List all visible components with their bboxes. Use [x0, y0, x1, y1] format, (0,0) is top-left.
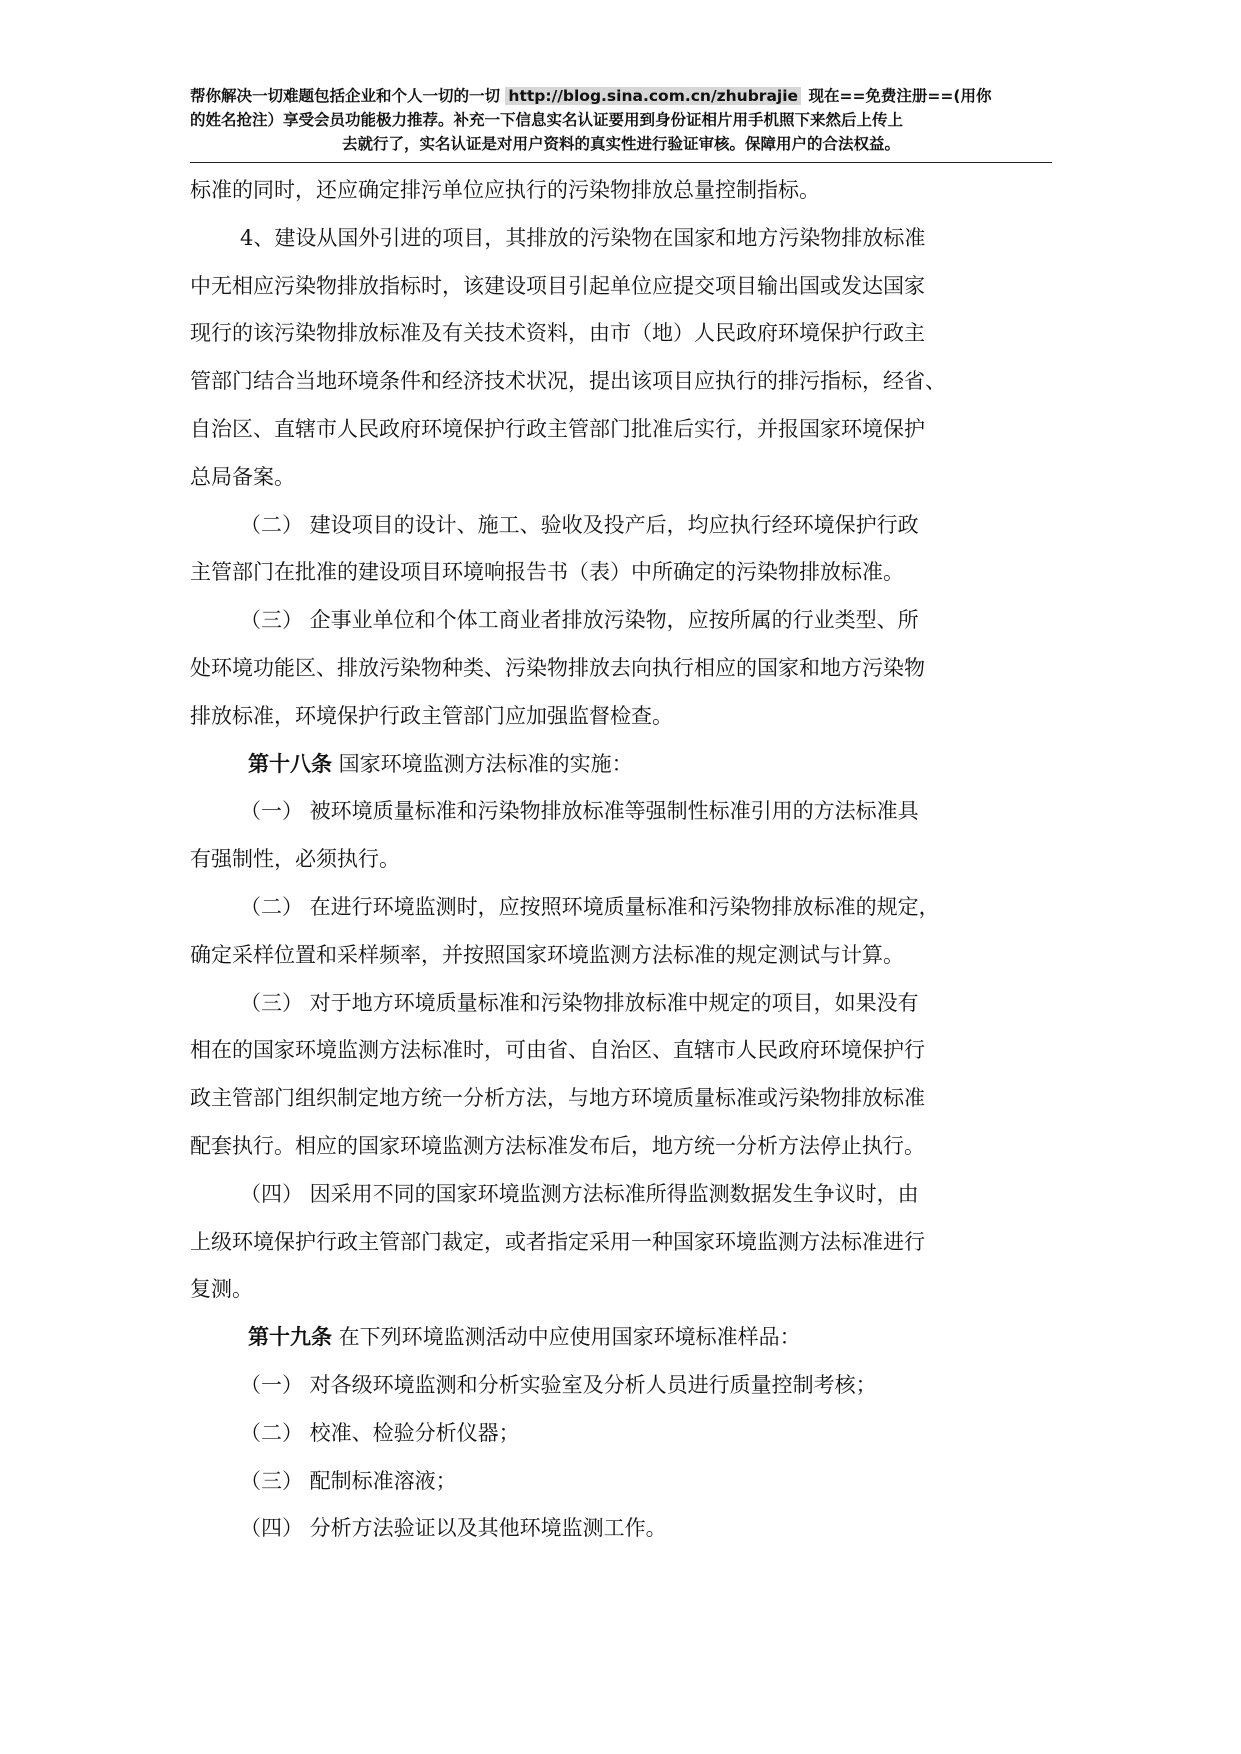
line-text: 自治区、直辖市人民政府环境保护行政主管部门批准后实行，并报国家环境保护 — [190, 417, 925, 441]
header-divider — [190, 162, 1052, 163]
article-heading: 第十八条 — [248, 750, 332, 776]
text-line — [190, 1131, 925, 1161]
line-text: （二） 校准、检验分析仪器； — [240, 1420, 520, 1445]
text-line — [240, 223, 925, 253]
text-line — [240, 1513, 667, 1543]
line-text: 主管部门在批准的建设项目环境响报告书（表）中所确定的污染物排放标准。 — [190, 560, 904, 585]
line-text: （二） 在进行环境监测时，应按照环境质量标准和污染物排放标准的规定， — [240, 895, 940, 919]
text-line — [240, 605, 919, 635]
text-line — [248, 1322, 801, 1352]
line-text: 处环境功能区、排放污染物种类、污染物排放去向执行相应的国家和地方污染物 — [190, 656, 925, 680]
line-text: 现行的该污染物排放标准及有关技术资料，由市（地）人民政府环境保护行政主 — [190, 321, 925, 346]
line-text: 排放标准，环境保护行政主管部门应加强监督检查。 — [190, 703, 673, 728]
text-line — [190, 175, 820, 205]
line-text: 中无相应污染物排放指标时，该建设项目引起单位应提交项目输出国或发达国家 — [190, 273, 925, 298]
line-text: 4、建设从国外引进的项目，其排放的污染物在国家和地方污染物排放标准 — [240, 225, 926, 250]
header-line-3: 去就行了，实名认证是对用户资料的真实性进行验证审核。保障用户的合法权益。 — [341, 135, 900, 153]
line-text: （三） 配制标准溶液； — [240, 1468, 457, 1493]
line-text: 总局备案。 — [190, 464, 295, 489]
text-line — [190, 1227, 925, 1257]
text-line — [190, 414, 925, 444]
text-line — [240, 796, 919, 826]
text-line — [240, 1466, 457, 1496]
text-line — [190, 844, 400, 874]
article-heading: 第十九条 — [248, 1324, 332, 1350]
text-line — [240, 1179, 919, 1209]
text-line — [190, 271, 925, 301]
line-text: （一） 被环境质量标准和污染物排放标准等强制性标准引用的方法标准具 — [240, 799, 919, 824]
text-line — [190, 940, 904, 970]
text-line — [190, 1035, 925, 1065]
line-text: （四） 分析方法验证以及其他环境监测工作。 — [240, 1516, 667, 1541]
header-register-text: 现在==免费注册==(用你 — [808, 87, 992, 105]
text-line — [190, 318, 925, 348]
text-line — [240, 1418, 520, 1448]
text-line — [240, 510, 919, 540]
line-text: 确定采样位置和采样频率，并按照国家环境监测方法标准的规定测试与计算。 — [190, 942, 904, 967]
line-text: 在下列环境监测活动中应使用国家环境标准样品： — [332, 1325, 801, 1350]
text-line — [240, 892, 940, 922]
page-header — [190, 84, 1052, 156]
line-text: 相在的国家环境监测方法标准时，可由省、自治区、直辖市人民政府环境保护行 — [190, 1038, 925, 1063]
header-line-2: 的姓名抢注）享受会员功能极力推荐。补充一下信息实名认证要用到身份证相片用手机照下来然后上传上 — [190, 111, 904, 129]
line-text: 有强制性，必须执行。 — [190, 847, 400, 872]
text-line — [190, 1083, 925, 1113]
text-line — [190, 462, 295, 492]
line-text: （二） 建设项目的设计、施工、验收及投产后，均应执行经环境保护行政 — [240, 512, 919, 537]
header-line-1 — [190, 84, 1052, 108]
line-text: （三） 对于地方环境质量标准和污染物排放标准中规定的项目，如果没有 — [240, 990, 919, 1015]
line-text: 国家环境监测方法标准的实施： — [332, 751, 633, 776]
line-text: 政主管部门组织制定地方统一分析方法，与地方环境质量标准或污染物排放标准 — [190, 1086, 925, 1111]
text-line — [248, 749, 633, 779]
text-line — [190, 557, 904, 587]
text-line — [190, 701, 673, 731]
text-line — [190, 366, 946, 396]
text-line — [190, 1274, 253, 1304]
line-text: 标准的同时，还应确定排污单位应执行的污染物排放总量控制指标。 — [190, 178, 820, 202]
blog-url-link[interactable]: http://blog.sina.com.cn/zhubrajie — [505, 87, 801, 105]
line-text: 配套执行。相应的国家环境监测方法标准发布后，地方统一分析方法停止执行。 — [190, 1134, 925, 1158]
text-line — [240, 988, 919, 1018]
line-text: 管部门结合当地环境条件和经济技术状况，提出该项目应执行的排污指标，经省、 — [190, 369, 946, 394]
header-promo-text: 帮你解决一切难题包括企业和个人一切的一切 — [190, 87, 501, 105]
line-text: （四） 因采用不同的国家环境监测方法标准所得监测数据发生争议时，由 — [240, 1181, 919, 1206]
line-text: （三） 企事业单位和个体工商业者排放污染物，应按所属的行业类型、所 — [240, 608, 919, 633]
line-text: （一） 对各级环境监测和分析实验室及分析人员进行质量控制考核； — [240, 1373, 877, 1397]
text-line — [240, 1370, 877, 1400]
text-line — [190, 653, 925, 683]
line-text: 复测。 — [190, 1277, 253, 1302]
line-text: 上级环境保护行政主管部门裁定，或者指定采用一种国家环境监测方法标准进行 — [190, 1229, 925, 1254]
